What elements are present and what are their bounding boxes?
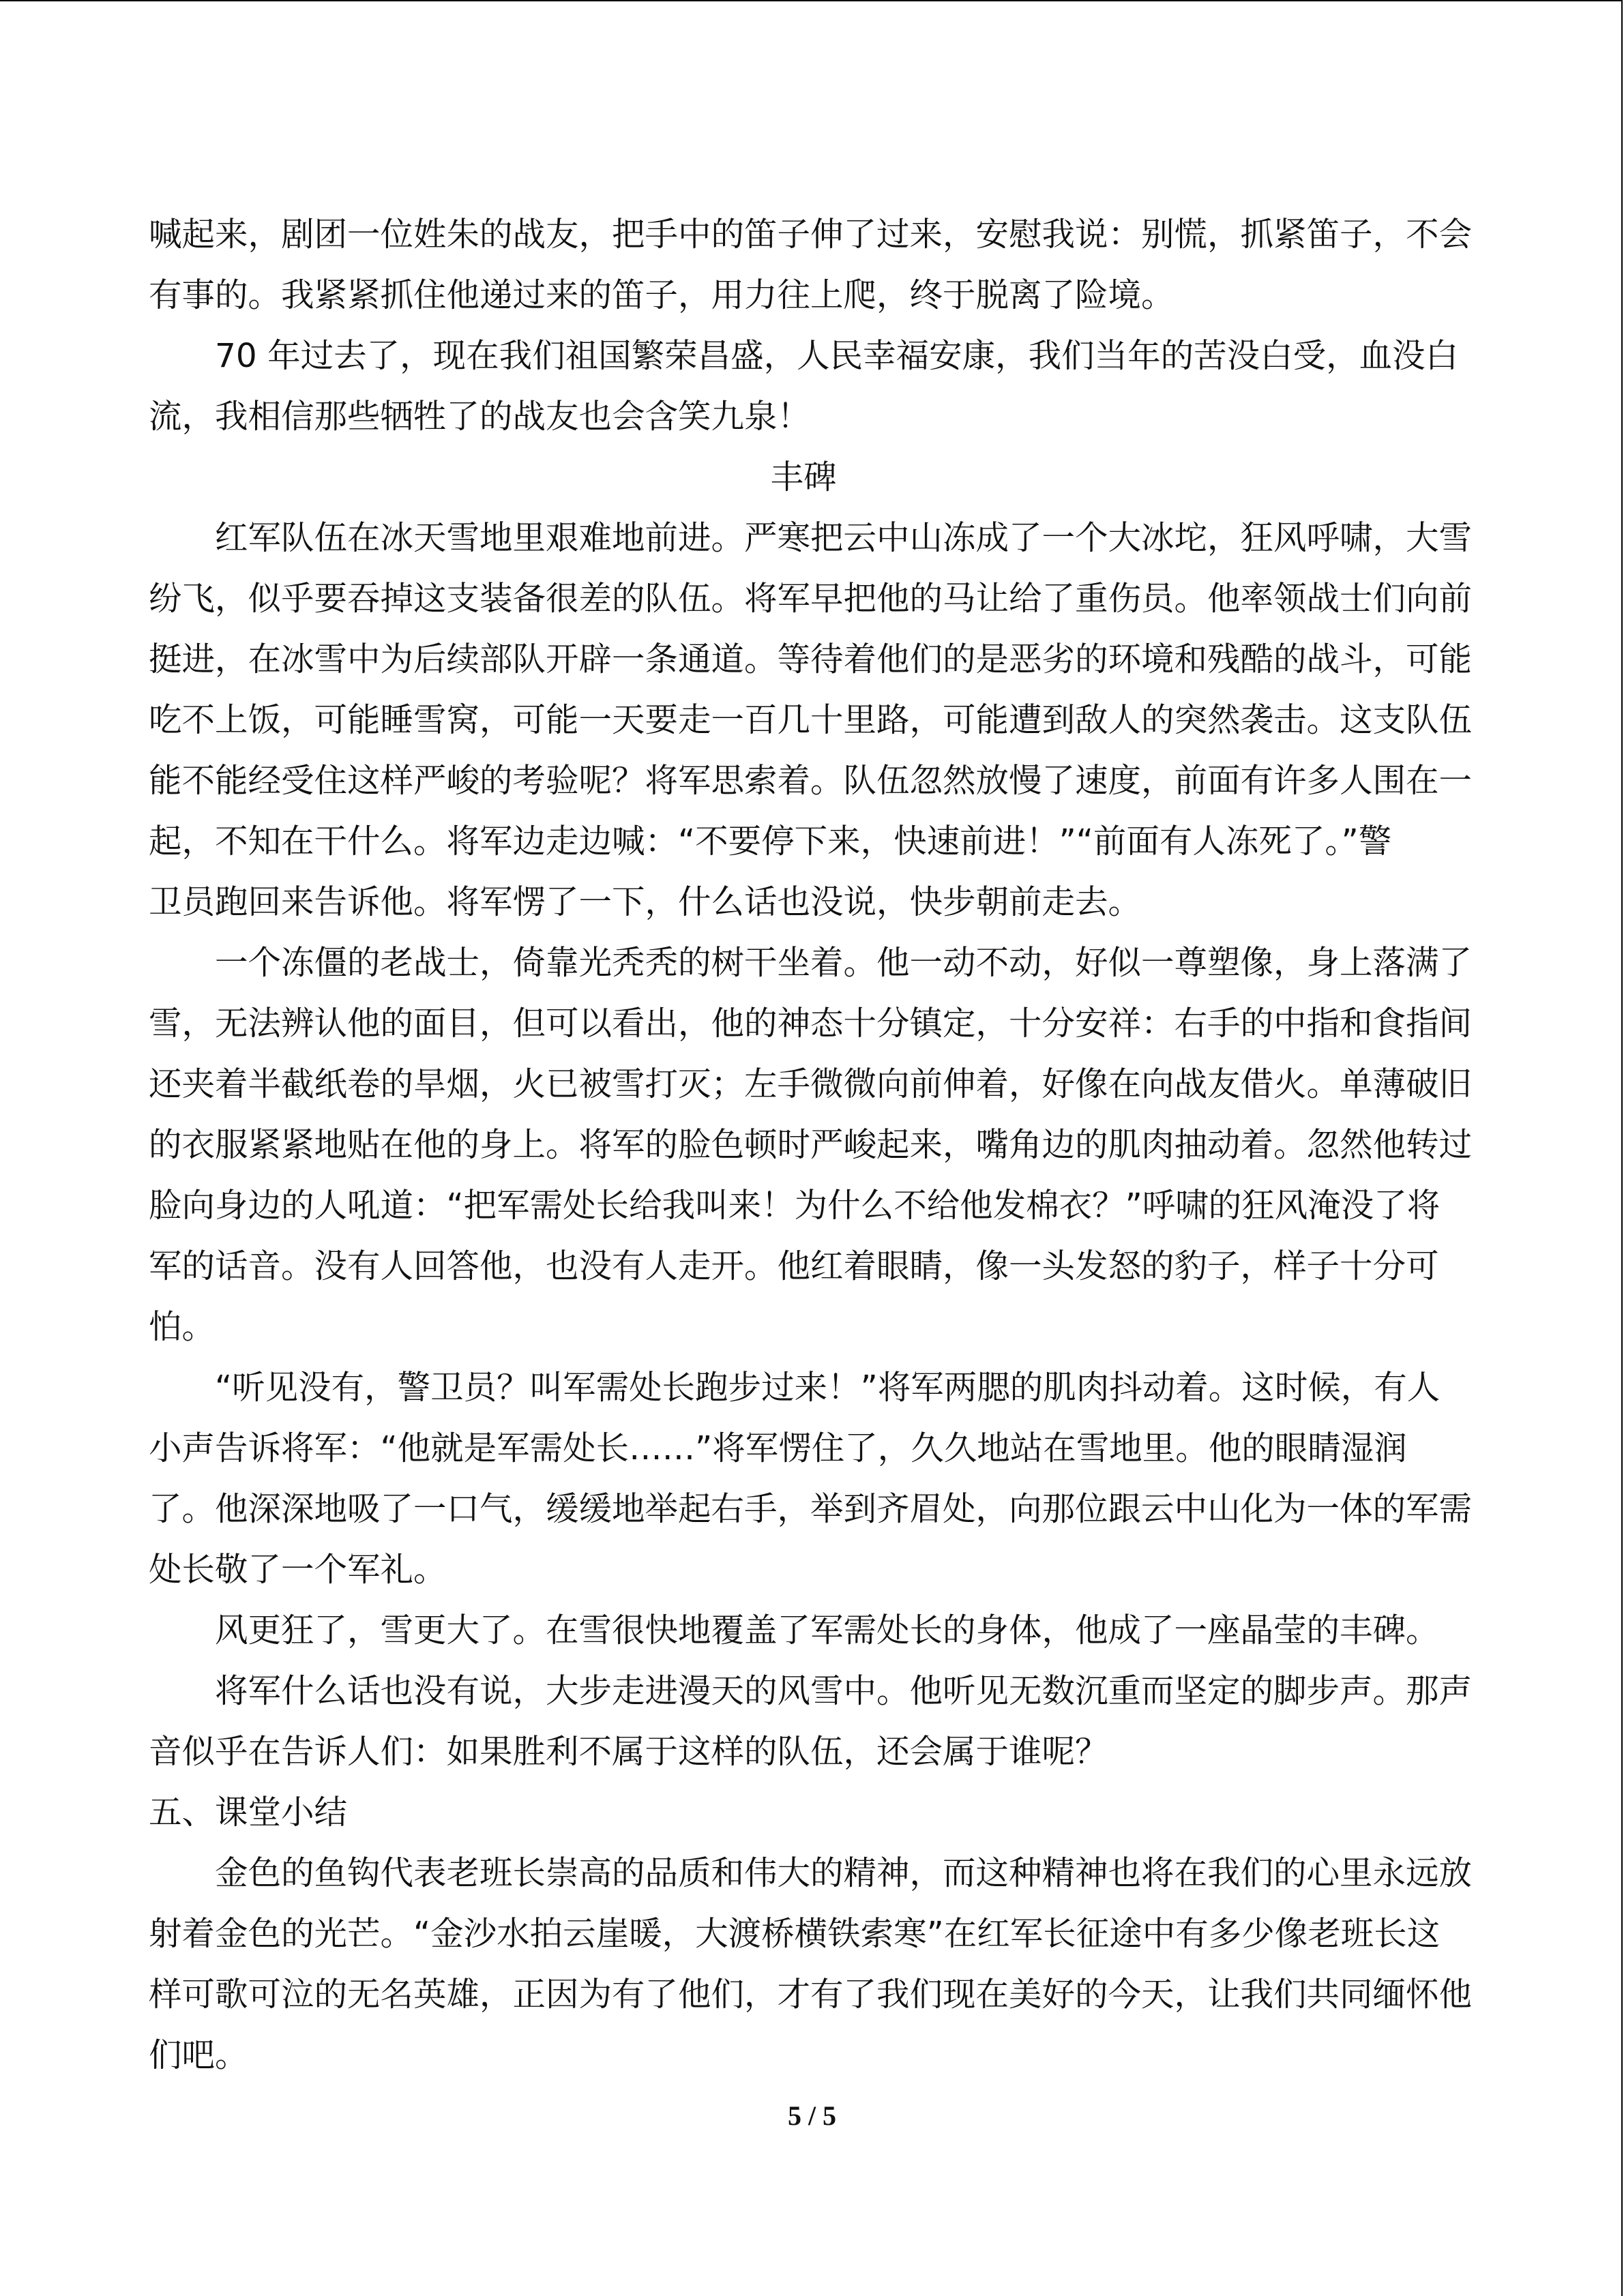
page-number: 5 / 5 [787,2100,837,2131]
text-line: 小声告诉将军：“他就是军需处长……”将军愣住了，久久地站在雪地里。他的眼睛湿润 [149,1429,1407,1467]
text-line: 脸向身边的人吼道：“把军需处长给我叫来！为什么不给他发棉衣？”呼啸的狂风淹没了将 [149,1187,1441,1225]
text-line: 样可歌可泣的无名英雄，正因为有了他们，才有了我们现在美好的今天，让我们共同缅怀他 [149,1976,1473,2014]
text-line: 军的话音。没有人回答他，也没有人走开。他红着眼睛，像一头发怒的豹子，样子十分可 [149,1247,1439,1285]
text-line: 吃不上饭，可能睡雪窝，可能一天要走一百几十里路，可能遭到敌人的突然袭击。这支队伍 [149,701,1473,739]
text-line: 起，不知在干什么。将军边走边喊：“不要停下来，快速前进！”“前面有人冻死了。”警 [149,822,1392,861]
text-line: 一个冻僵的老战士，倚靠光秃秃的树干坐着。他一动不动，好似一尊塑像，身上落满了 [215,944,1473,982]
text-line: 挺进，在冰雪中为后续部队开辟一条通道。等待着他们的是恶劣的环境和残酷的战斗，可能 [149,640,1473,679]
text-line: 雪，无法辨认他的面目，但可以看出，他的神态十分镇定，十分安祥：右手的中指和食指间 [149,1004,1473,1043]
text-line: 70 年过去了，现在我们祖国繁荣昌盛，人民幸福安康，我们当年的苦没白受，血没白 [215,337,1459,375]
text-line: 红军队伍在冰天雪地里艰难地前进。严寒把云中山冻成了一个大冰坨，狂风呼啸，大雪 [215,519,1473,557]
text-line: 卫员跑回来告诉他。将军愣了一下，什么话也没说，快步朝前走去。 [149,883,1142,921]
text-line: 流，我相信那些牺牲了的战友也会含笑九泉！ [149,398,811,436]
text-line: “听见没有，警卫员？叫军需处长跑步过来！”将军两腮的肌肉抖动着。这时候，有人 [215,1369,1441,1407]
section-title: 丰碑 [770,458,837,496]
text-line: 射着金色的光芒。“金沙水拍云崖暖，大渡桥横铁索寒”在红军长征途中有多少像老班长这 [149,1915,1441,1953]
text-line: 将军什么话也没有说，大步走进漫天的风雪中。他听见无数沉重而坚定的脚步声。那声 [215,1672,1473,1710]
text-line: 金色的鱼钩代表老班长崇高的品质和伟大的精神，而这种精神也将在我们的心里永远放 [215,1854,1473,1892]
text-line: 了。他深深地吸了一口气，缓缓地举起右手，举到齐眉处，向那位跟云中山化为一体的军需 [149,1490,1473,1528]
text-line: 喊起来，剧团一位姓朱的战友，把手中的笛子伸了过来，安慰我说：别慌，抓紧笛子，不会 [149,215,1473,254]
text-line: 的衣服紧紧地贴在他的身上。将军的脸色顿时严峻起来，嘴角边的肌肉抽动着。忽然他转过 [149,1126,1473,1164]
section-heading: 五、课堂小结 [149,1793,348,1832]
text-line: 还夹着半截纸卷的旱烟，火已被雪打灭；左手微微向前伸着，好像在向战友借火。单薄破旧 [149,1065,1473,1103]
text-line: 音似乎在告诉人们：如果胜利不属于这样的队伍，还会属于谁呢？ [149,1733,1108,1771]
text-line: 能不能经受住这样严峻的考验呢？将军思索着。队伍忽然放慢了速度，前面有许多人围在一 [149,762,1473,800]
document-body [149,205,1473,2086]
text-line: 们吧。 [149,2036,248,2074]
text-line: 处长敬了一个军礼。 [149,1551,447,1589]
text-line: 怕。 [149,1308,216,1346]
text-line: 纷飞，似乎要吞掉这支装备很差的队伍。将军早把他的马让给了重伤员。他率领战士们向前 [149,580,1473,618]
text-line: 风更狂了，雪更大了。在雪很快地覆盖了军需处长的身体，他成了一座晶莹的丰碑。 [215,1611,1439,1650]
text-line: 有事的。我紧紧抓住他递过来的笛子，用力往上爬，终于脱离了险境。 [149,276,1175,314]
